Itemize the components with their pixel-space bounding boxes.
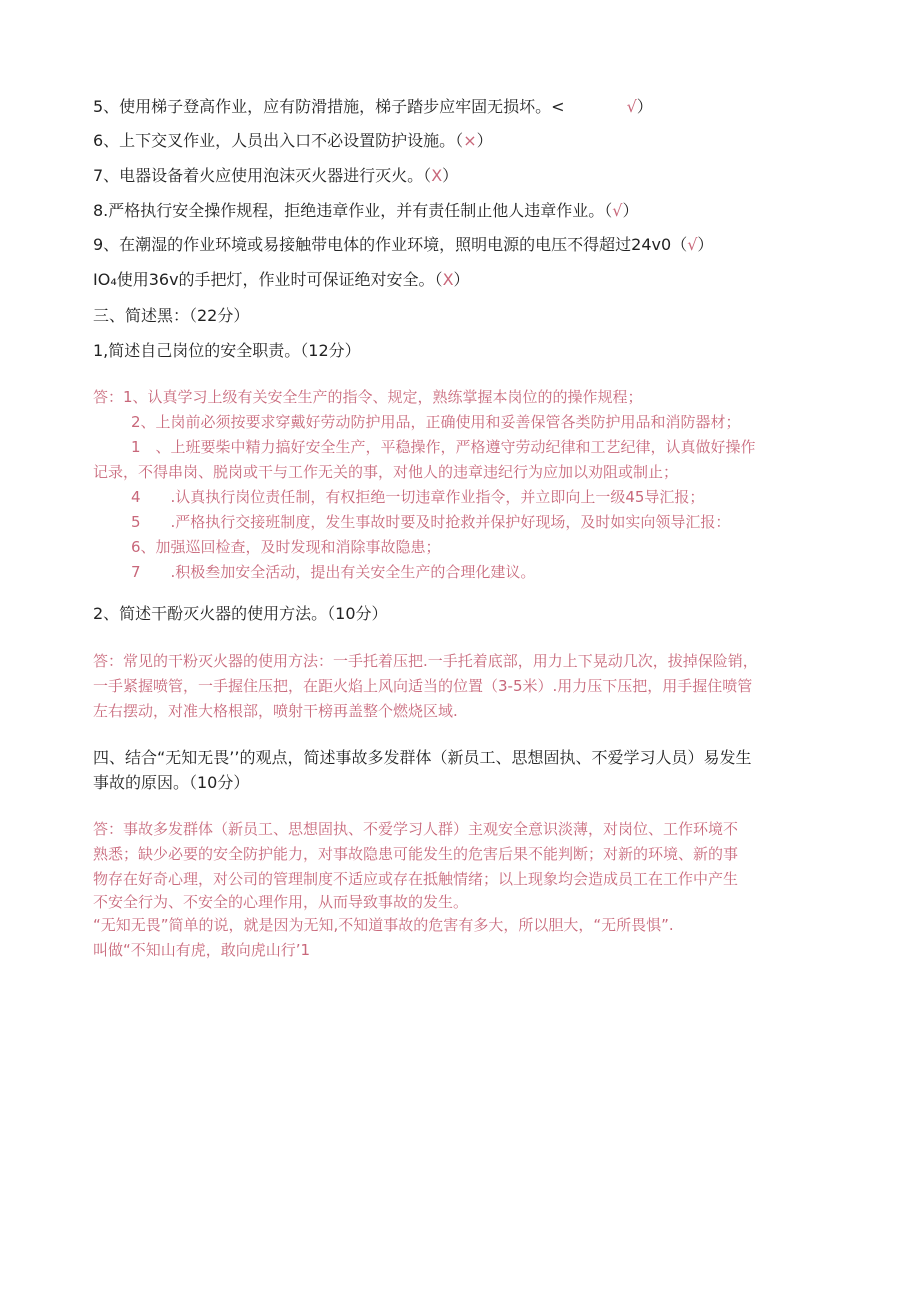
judgment-text: 5、使用梯子登高作业，应有防滑措施，梯子踏步应牢固无损坏。< [93,97,565,116]
answer-mark: × [463,131,477,150]
judgment-item-7 [93,165,458,187]
judgment-text: 7、电器设备着火应使用泡沫灭火器进行灭火。（ [93,166,432,185]
answer-4-line: 不安全行为、不安全的心理作用，从而导致事故的发生。 [93,893,469,911]
judgment-item-9 [93,234,713,256]
judgment-close: ） [442,166,459,185]
judgment-close: ） [636,97,653,116]
judgment-text: 8.严格执行安全操作规程，拒绝违章作业，并有责任制止他人违章作业。（ [93,201,613,220]
judgment-item-6 [93,130,493,152]
answer-2-line: 一手紧握喷管，一手握住压把，在距火焰上风向适当的位置（3-5米）.用力压下压把，用手握住喷管 [93,677,753,695]
judgment-text: 6、上下交叉作业，人员出入口不必设置防护设施。（ [93,131,464,150]
judgment-close: ） [453,270,470,289]
answer-1-line: 6、加强巡回检查，及时发现和消除事故隐患； [131,538,441,556]
judgment-close: ） [476,131,493,150]
judgment-text: 9、在潮湿的作业环境或易接触带电体的作业环境，照明电源的电压不得超过24v0（ [93,235,688,254]
answer-mark: √ [612,201,623,220]
answer-1-line: 记录，不得串岗、脱岗或干与工作无关的事，对他人的违章违纪行为应加以劝阻或制止； [93,463,679,481]
judgment-item-5 [93,96,653,118]
answer-1-line: 4 .认真执行岗位责任制，有权拒绝一切违章作业指令，并立即向上一级45导汇报； [131,488,705,506]
judgment-item-8 [93,200,639,222]
section-4-title-cont: 事故的原因。（10分） [93,773,250,792]
section-3-title: 三、简述黑：（22分） [93,306,250,325]
section-4-title: 四、结合“无知无畏’’的观点，简述事故多发群体（新员工、思想固执、不爱学习人员）易发生 [93,748,752,767]
answer-mark: X [431,166,443,185]
answer-4-line: 物存在好奇心理，对公司的管理制度不适应或存在抵触情绪；以上现象均会造成员工在工作中产生 [93,870,739,888]
judgment-text: IO₄使用36v的手把灯，作业时可保证绝对安全。（ [93,270,443,289]
answer-mark: √ [687,235,698,254]
question-2: 2、简述干酚灭火器的使用方法。（10分） [93,604,388,623]
answer-1-line: 5 .严格执行交接班制度，发生事故时要及时抢救并保护好现场，及时如实向领导汇报： [131,513,731,531]
answer-2-line: 答：常见的干粉灭火器的使用方法：一手托着压把.一手托着底部，用力上下晃动几次，拔掉保险销， [93,652,758,670]
answer-mark: X [442,270,454,289]
judgment-close: ） [622,201,639,220]
answer-1-line: 7 .积极叁加安全活动，提出有关安全生产的合理化建议。 [131,563,536,581]
answer-4-line: “无知无畏”简单的说，就是因为无知,不知道事故的危害有多大，所以胆大，“无所畏惧”. [93,916,674,934]
answer-1-line: 2、上岗前必须按要求穿戴好劳动防护用品，正确使用和妥善保管各类防护用品和消防器材； [131,413,741,431]
question-1: 1,简述自己岗位的安全职责。（12分） [93,341,361,360]
judgment-close: ） [697,235,714,254]
answer-4-line: 答：事故多发群体（新员工、思想固执、不爱学习人群）主观安全意识淡薄，对岗位、工作环境不 [93,820,739,838]
answer-1-line: 1 、上班要柴中精力搞好安全生产，平稳操作，严格遵守劳动纪律和工艺纪律，认真做好操作 [131,438,756,456]
answer-mark: √ [626,97,637,116]
answer-4-line: 熟悉；缺少必要的安全防护能力，对事故隐患可能发生的危害后果不能判断；对新的环境、新的事 [93,845,739,863]
answer-2-line: 左右摆动，对准大格根部，喷射干榜再盖整个燃烧区域. [93,702,458,720]
judgment-item-10 [93,269,470,291]
answer-1-line: 答：1、认真学习上级有关安全生产的指令、规定，熟练掌握本岗位的的操作规程； [93,388,643,406]
answer-4-line: 叫做“不知山有虎，敢向虎山行’1 [93,941,311,959]
